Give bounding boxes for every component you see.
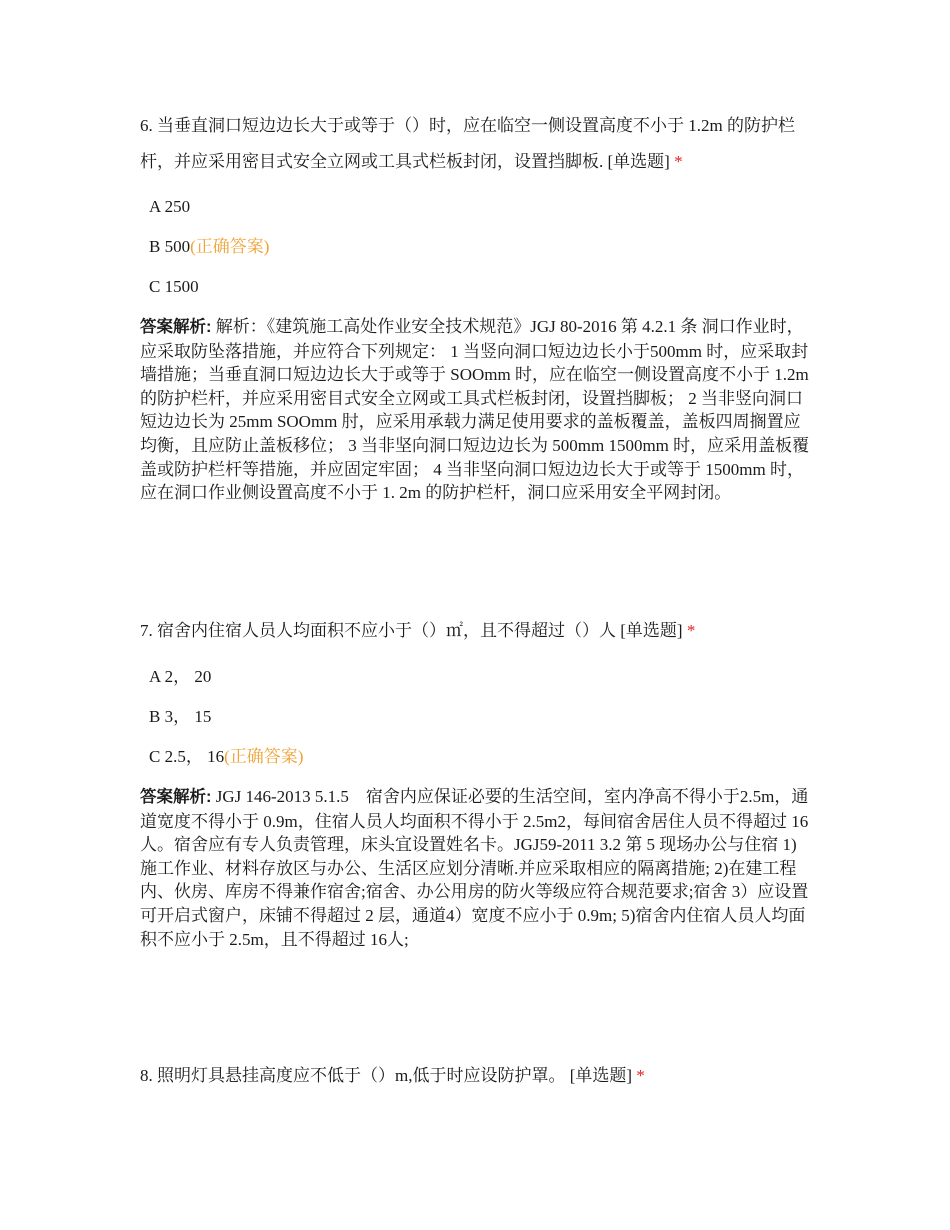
question-title	[140, 108, 815, 180]
question-number: 8.	[140, 1066, 153, 1085]
option-label: B 3， 15	[149, 707, 212, 726]
correct-answer-tag: (正确答案)	[190, 237, 270, 256]
option-c[interactable]	[149, 276, 815, 298]
option-label: B 500	[149, 237, 191, 256]
option-label: C 2.5， 16	[149, 747, 225, 766]
analysis-text: JGJ 146-2013 5.1.5 宿舍内应保证必要的生活空间，室内净高不得小于2.5m，通道宽度不得小于 0.9m，住宿人员人均面积不得小于 2.5m2，每间宿舍居住人员不得超过 16 人。宿舍应有专人负责管理，床头宜设置姓名卡。JGJ59-2011 3.2 第 5 现场办公与住宿 1) 施工作业、材料存放区与办公、生活区应划分清晰.并应采取相应的隔离措施; 2)在建工程内、伙房、库房不得兼作宿舍;宿舍、办公用房的防火等级应符合规范要求;宿舍 3）应设置可开启式窗户，床铺不得超过 2 层，通道4）宽度不应小于 0.9m; 5)宿舍内住宿人员人均面积不应小于 2.5m，且不得超过 16人;	[140, 787, 809, 949]
option-list	[140, 196, 815, 298]
analysis-text: 解析：《建筑施工高处作业安全技术规范》JGJ 80-2016 第 4.2.1 条 洞口作业时，应采取防坠落措施，并应符合下列规定： 1 当竖向洞口短边边长小于500mm 时，应采取封墙措施；当垂直洞口短边边长大于或等于 SOOmm 时，应在临空一侧设置高度不小于 1.2m 的防护栏杆，并应采用密目式安全立网或工具式栏板封闭，设置挡脚板； 2 当非竖向洞口短边边长为 25mm SOOmm 肘，应采用承载力满足使用要求的盖板覆盖，盖板四周搁置应均衡，且应防止盖板移位； 3 当非坚向洞口短边边长为 500mm 1500mm 时，应采用盖板覆盖或防护栏杆等措施，并应固定牢固； 4 当非坚向洞口短边边长大于或等于 1500mm 时，应在洞口作业侧设置高度不小于 1. 2m 的防护栏杆，洞口应采用安全平网封闭。	[140, 317, 810, 503]
option-b[interactable]	[149, 706, 815, 728]
required-mark: *	[674, 152, 683, 171]
question-8	[140, 1058, 815, 1094]
analysis-label: 答案解析:	[140, 318, 212, 336]
question-7	[140, 613, 815, 951]
question-6	[140, 108, 815, 505]
question-title	[140, 1058, 815, 1094]
option-b[interactable]	[149, 236, 815, 258]
option-label: A 250	[149, 197, 191, 216]
question-text: 照明灯具悬挂高度应不低于（）m,低于时应设防护罩。 [单选题]	[157, 1066, 633, 1085]
required-mark: *	[686, 621, 696, 640]
question-text: 宿舍内住宿人员人均面积不应小于（）㎡，且不得超过（）人 [单选题]	[157, 621, 683, 640]
question-text: 当垂直洞口短边边长大于或等于（）时，应在临空一侧设置高度不小于 1.2m 的防护栏杆，并应采用密目式安全立网或工具式栏板封闭，设置挡脚板. [单选题]	[140, 116, 795, 171]
question-number: 7.	[140, 621, 153, 640]
option-label: A 2， 20	[149, 667, 212, 686]
required-mark: *	[636, 1066, 645, 1085]
option-c[interactable]	[149, 746, 815, 768]
analysis-label: 答案解析:	[140, 788, 212, 806]
answer-analysis	[140, 315, 815, 505]
question-number: 6.	[140, 116, 153, 135]
option-a[interactable]	[149, 196, 815, 218]
question-title	[140, 613, 815, 649]
option-label: C 1500	[149, 277, 199, 296]
correct-answer-tag: (正确答案)	[224, 747, 304, 766]
option-a[interactable]	[149, 666, 815, 688]
answer-analysis	[140, 785, 815, 951]
option-list	[140, 666, 815, 768]
